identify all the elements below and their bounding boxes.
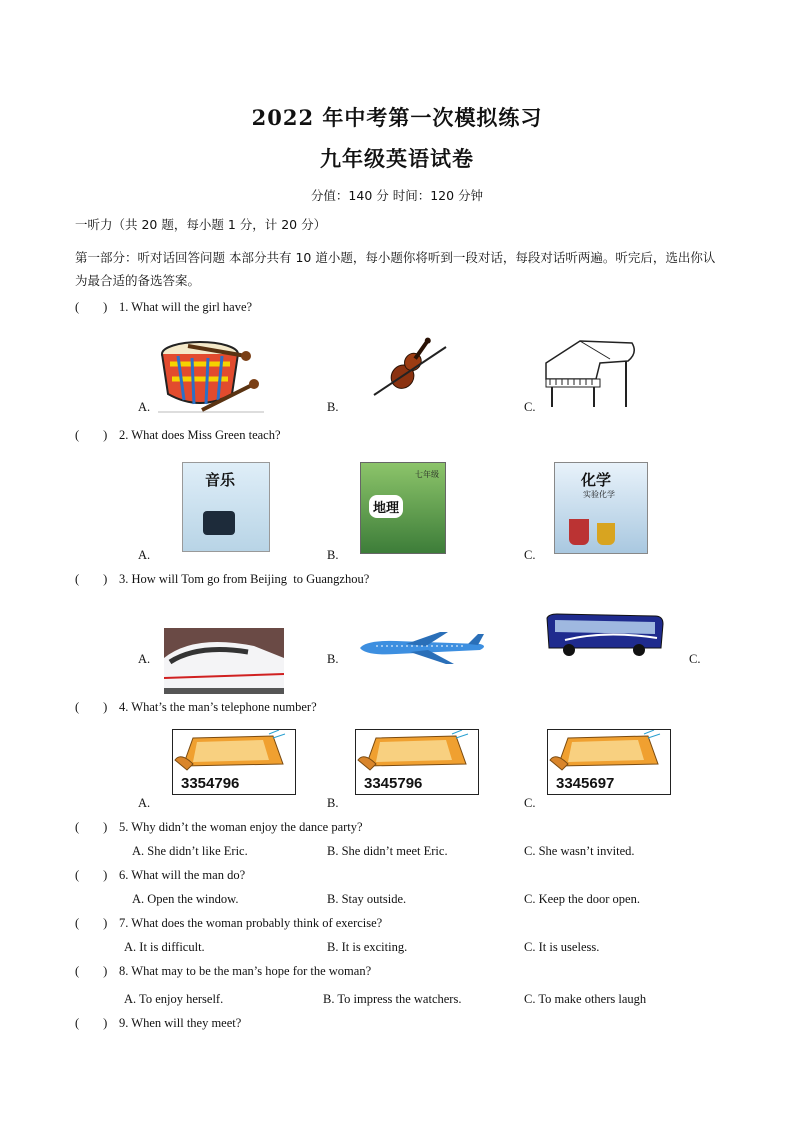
- question-text: 3. How will Tom go from Beijing to Guangzhou?: [119, 572, 370, 586]
- option-b[interactable]: B.: [327, 400, 339, 414]
- question-1: ( ) 1. What will the girl have?: [75, 300, 253, 314]
- question-9: ( ) 9. When will they meet?: [75, 1016, 242, 1030]
- option-b[interactable]: B. Stay outside.: [327, 892, 407, 906]
- option-c[interactable]: C. Keep the door open.: [524, 892, 640, 906]
- train-icon[interactable]: [164, 628, 284, 694]
- exam-meta: 分值：140 分 时间：120 分钟: [310, 188, 484, 203]
- question-8: ( ) 8. What may to be the man’s hope for the woman?: [75, 964, 372, 978]
- question-text: 7. What does the woman probably think of exercise?: [119, 916, 383, 930]
- option-c[interactable]: C.: [524, 400, 536, 414]
- telephone-icon: [356, 730, 478, 772]
- telephone-card-b[interactable]: [355, 729, 479, 795]
- option-c[interactable]: C.: [524, 548, 536, 562]
- option-c[interactable]: C. It is useless.: [524, 940, 600, 954]
- book-subtitle: 实验化学: [583, 490, 615, 499]
- option-b[interactable]: B.: [327, 796, 339, 810]
- piano-icon[interactable]: [540, 333, 640, 413]
- option-b[interactable]: B.: [327, 548, 339, 562]
- question-7: ( ) 7. What does the woman probably think of exercise?: [75, 916, 383, 930]
- violin-icon[interactable]: [370, 333, 450, 399]
- question-text: 4. What’s the man’s telephone number?: [119, 700, 317, 714]
- beaker-image: [569, 519, 589, 545]
- drum-icon[interactable]: [158, 334, 264, 414]
- question-text: 6. What will the man do?: [119, 868, 246, 882]
- question-6: ( ) 6. What will the man do?: [75, 868, 246, 882]
- question-text: 8. What may to be the man’s hope for the woman?: [119, 964, 372, 978]
- telephone-icon: [173, 730, 295, 772]
- airplane-icon[interactable]: [356, 632, 490, 666]
- option-c[interactable]: C. She wasn’t invited.: [524, 844, 635, 858]
- book-title: 音乐: [205, 471, 236, 489]
- music-book-icon[interactable]: [182, 462, 270, 552]
- question-4: ( ) 4. What’s the man’s telephone number?: [75, 700, 317, 714]
- bus-icon[interactable]: [545, 612, 665, 658]
- question-text: 9. When will they meet?: [119, 1016, 242, 1030]
- option-a[interactable]: A. Open the window.: [132, 892, 239, 906]
- option-a[interactable]: A.: [138, 548, 151, 562]
- telephone-card-c[interactable]: [547, 729, 671, 795]
- question-text: 1. What will the girl have?: [119, 300, 253, 314]
- question-2: ( ) 2. What does Miss Green teach?: [75, 428, 281, 442]
- book-grade: 七年级: [415, 470, 439, 479]
- exam-title: 2022 年中考第一次模拟练习: [251, 105, 543, 130]
- book-title: 化学: [581, 471, 612, 489]
- exam-subtitle: 九年级英语试卷: [320, 146, 474, 171]
- option-b[interactable]: B.: [327, 652, 339, 666]
- option-a[interactable]: A.: [138, 400, 151, 414]
- option-a[interactable]: A.: [138, 652, 151, 666]
- question-text: 2. What does Miss Green teach?: [119, 428, 281, 442]
- book-title: 地理: [369, 495, 403, 518]
- beaker-image: [597, 523, 615, 545]
- section-intro: 第一部分：听对话回答问题 本部分共有 10 道小题，每小题你将听到一段对话，每段对话听两遍。听完后，选出你认为最合适的备选答案。: [75, 250, 716, 288]
- option-b[interactable]: B. It is exciting.: [327, 940, 408, 954]
- telephone-icon: [548, 730, 670, 772]
- question-text: 5. Why didn’t the woman enjoy the dance party?: [119, 820, 363, 834]
- option-a[interactable]: A.: [138, 796, 151, 810]
- option-b[interactable]: B. She didn’t meet Eric.: [327, 844, 448, 858]
- question-3: ( ) 3. How will Tom go from Beijing to Guangzhou?: [75, 572, 370, 586]
- option-a[interactable]: A. It is difficult.: [124, 940, 205, 954]
- telephone-card-a[interactable]: [172, 729, 296, 795]
- geography-book-icon[interactable]: [360, 462, 446, 554]
- section-heading: 一听力（共 20 题，每小题 1 分，计 20 分）: [75, 217, 327, 232]
- option-a[interactable]: A. To enjoy herself.: [124, 992, 224, 1006]
- chemistry-book-icon[interactable]: [554, 462, 648, 554]
- telephone-number: 3345697: [556, 775, 615, 792]
- piano-image: [203, 511, 235, 535]
- telephone-number: 3345796: [364, 775, 423, 792]
- option-c[interactable]: C.: [524, 796, 536, 810]
- telephone-number: 3354796: [181, 775, 240, 792]
- option-c[interactable]: C. To make others laugh: [524, 992, 647, 1006]
- option-b[interactable]: B. To impress the watchers.: [323, 992, 462, 1006]
- option-a[interactable]: A. She didn’t like Eric.: [132, 844, 248, 858]
- option-c[interactable]: C.: [689, 652, 701, 666]
- question-5: ( ) 5. Why didn’t the woman enjoy the dance party?: [75, 820, 363, 834]
